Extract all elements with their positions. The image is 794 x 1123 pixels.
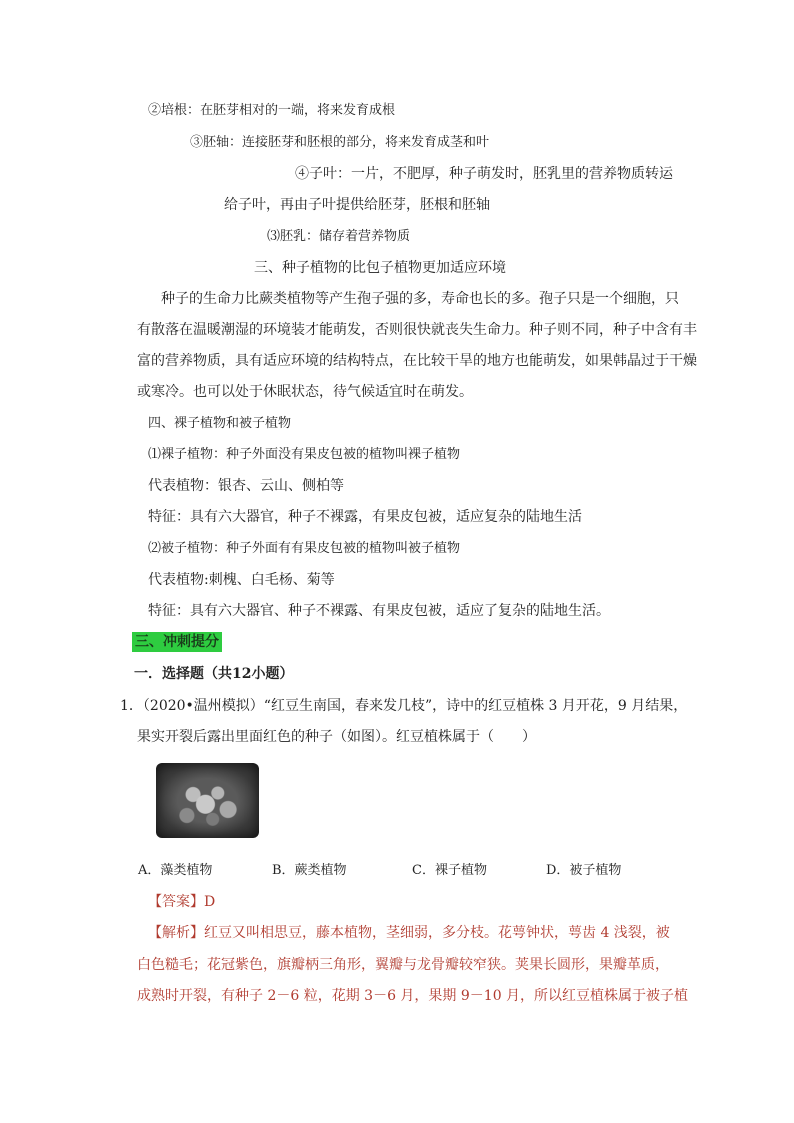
paragraph-line: 或寒冷。也可以处于休眠状态，待气候适宜时在萌发。 — [137, 384, 473, 400]
text-line-hypocotyl: ③胚轴：连接胚芽和胚根的部分，将来发育成茎和叶 — [190, 135, 490, 150]
angiosperm-definition: ⑵被子植物：种子外面有有果皮包被的植物叫被子植物 — [148, 541, 461, 556]
analysis-line: 【解析】红豆又叫相思豆，藤本植物，茎细弱，多分枝。花萼钟状，萼齿 4 浅裂，被 — [148, 925, 670, 941]
paragraph-line: 有散落在温暖潮湿的环境装才能萌发，否则很快就丧失生命力。种子则不同，种子中含有丰 — [137, 322, 697, 338]
section-tag — [132, 633, 222, 649]
red-bean-seed-photo — [156, 763, 259, 838]
gymnosperm-features: 特征：具有六大器官，种子不裸露，有果皮包被，适应复杂的陆地生活 — [148, 509, 582, 525]
analysis-line: 白色糙毛；花冠紫色，旗瓣柄三角形，翼瓣与龙骨瓣较窄狭。荚果长圆形，果瓣革质， — [137, 957, 669, 973]
angiosperm-features: 特征：具有六大器官、种子不裸露、有果皮包被，适应了复杂的陆地生活。 — [148, 603, 610, 619]
gymnosperm-examples: 代表植物：银杏、云山、侧柏等 — [148, 478, 344, 494]
exam-heading: 一．选择题（共12小题） — [134, 666, 294, 682]
paragraph-line: 富的营养物质，具有适应环境的结构特点，在比较干旱的地方也能萌发，如果韩晶过于干燥 — [137, 353, 697, 369]
gymnosperm-definition: ⑴裸子植物：种子外面没有果皮包被的植物叫裸子植物 — [148, 447, 461, 462]
section-heading-4: 四、裸子植物和被子植物 — [148, 416, 292, 431]
option-a: A．藻类植物 — [138, 863, 213, 878]
analysis-line: 成熟时开裂，有种子 2－6 粒，花期 3－6 月，果期 9－10 月，所以红豆植株属于被子植 — [137, 988, 689, 1004]
answer-line: 【答案】D — [148, 894, 216, 910]
question-stem-line1: 1．（2020•温州模拟）“红豆生南国，春来发几枝”，诗中的红豆植株 3 月开花，9 月结果， — [120, 698, 688, 714]
option-d: D．被子植物 — [546, 863, 622, 878]
option-b: B．蕨类植物 — [272, 863, 347, 878]
paragraph-line: 种子的生命力比蕨类植物等产生孢子强的多，寿命也长的多。孢子只是一个细胞，只 — [161, 291, 679, 307]
option-c: C．裸子植物 — [412, 863, 487, 878]
text-line-cotyledon: ④子叶：一片，不肥厚，种子萌发时，胚乳里的营养物质转运 — [295, 166, 673, 182]
question-stem-line2: 果实开裂后露出里面红色的种子（如图）。红豆植株属于（ ） — [137, 729, 536, 745]
text-line-cotyledon-cont: 给子叶，再由子叶提供给胚芽，胚根和胚轴 — [224, 197, 490, 213]
section-heading-3: 三、种子植物的比包子植物更加适应环境 — [254, 260, 506, 276]
text-line-endosperm: ⑶胚乳：储存着营养物质 — [267, 229, 411, 244]
text-line-radicle: ②培根：在胚芽相对的一端，将来发育成根 — [148, 103, 396, 118]
angiosperm-examples: 代表植物:刺槐、白毛杨、菊等 — [148, 572, 335, 588]
section-tag-label: 三、冲刺提分 — [132, 632, 222, 652]
